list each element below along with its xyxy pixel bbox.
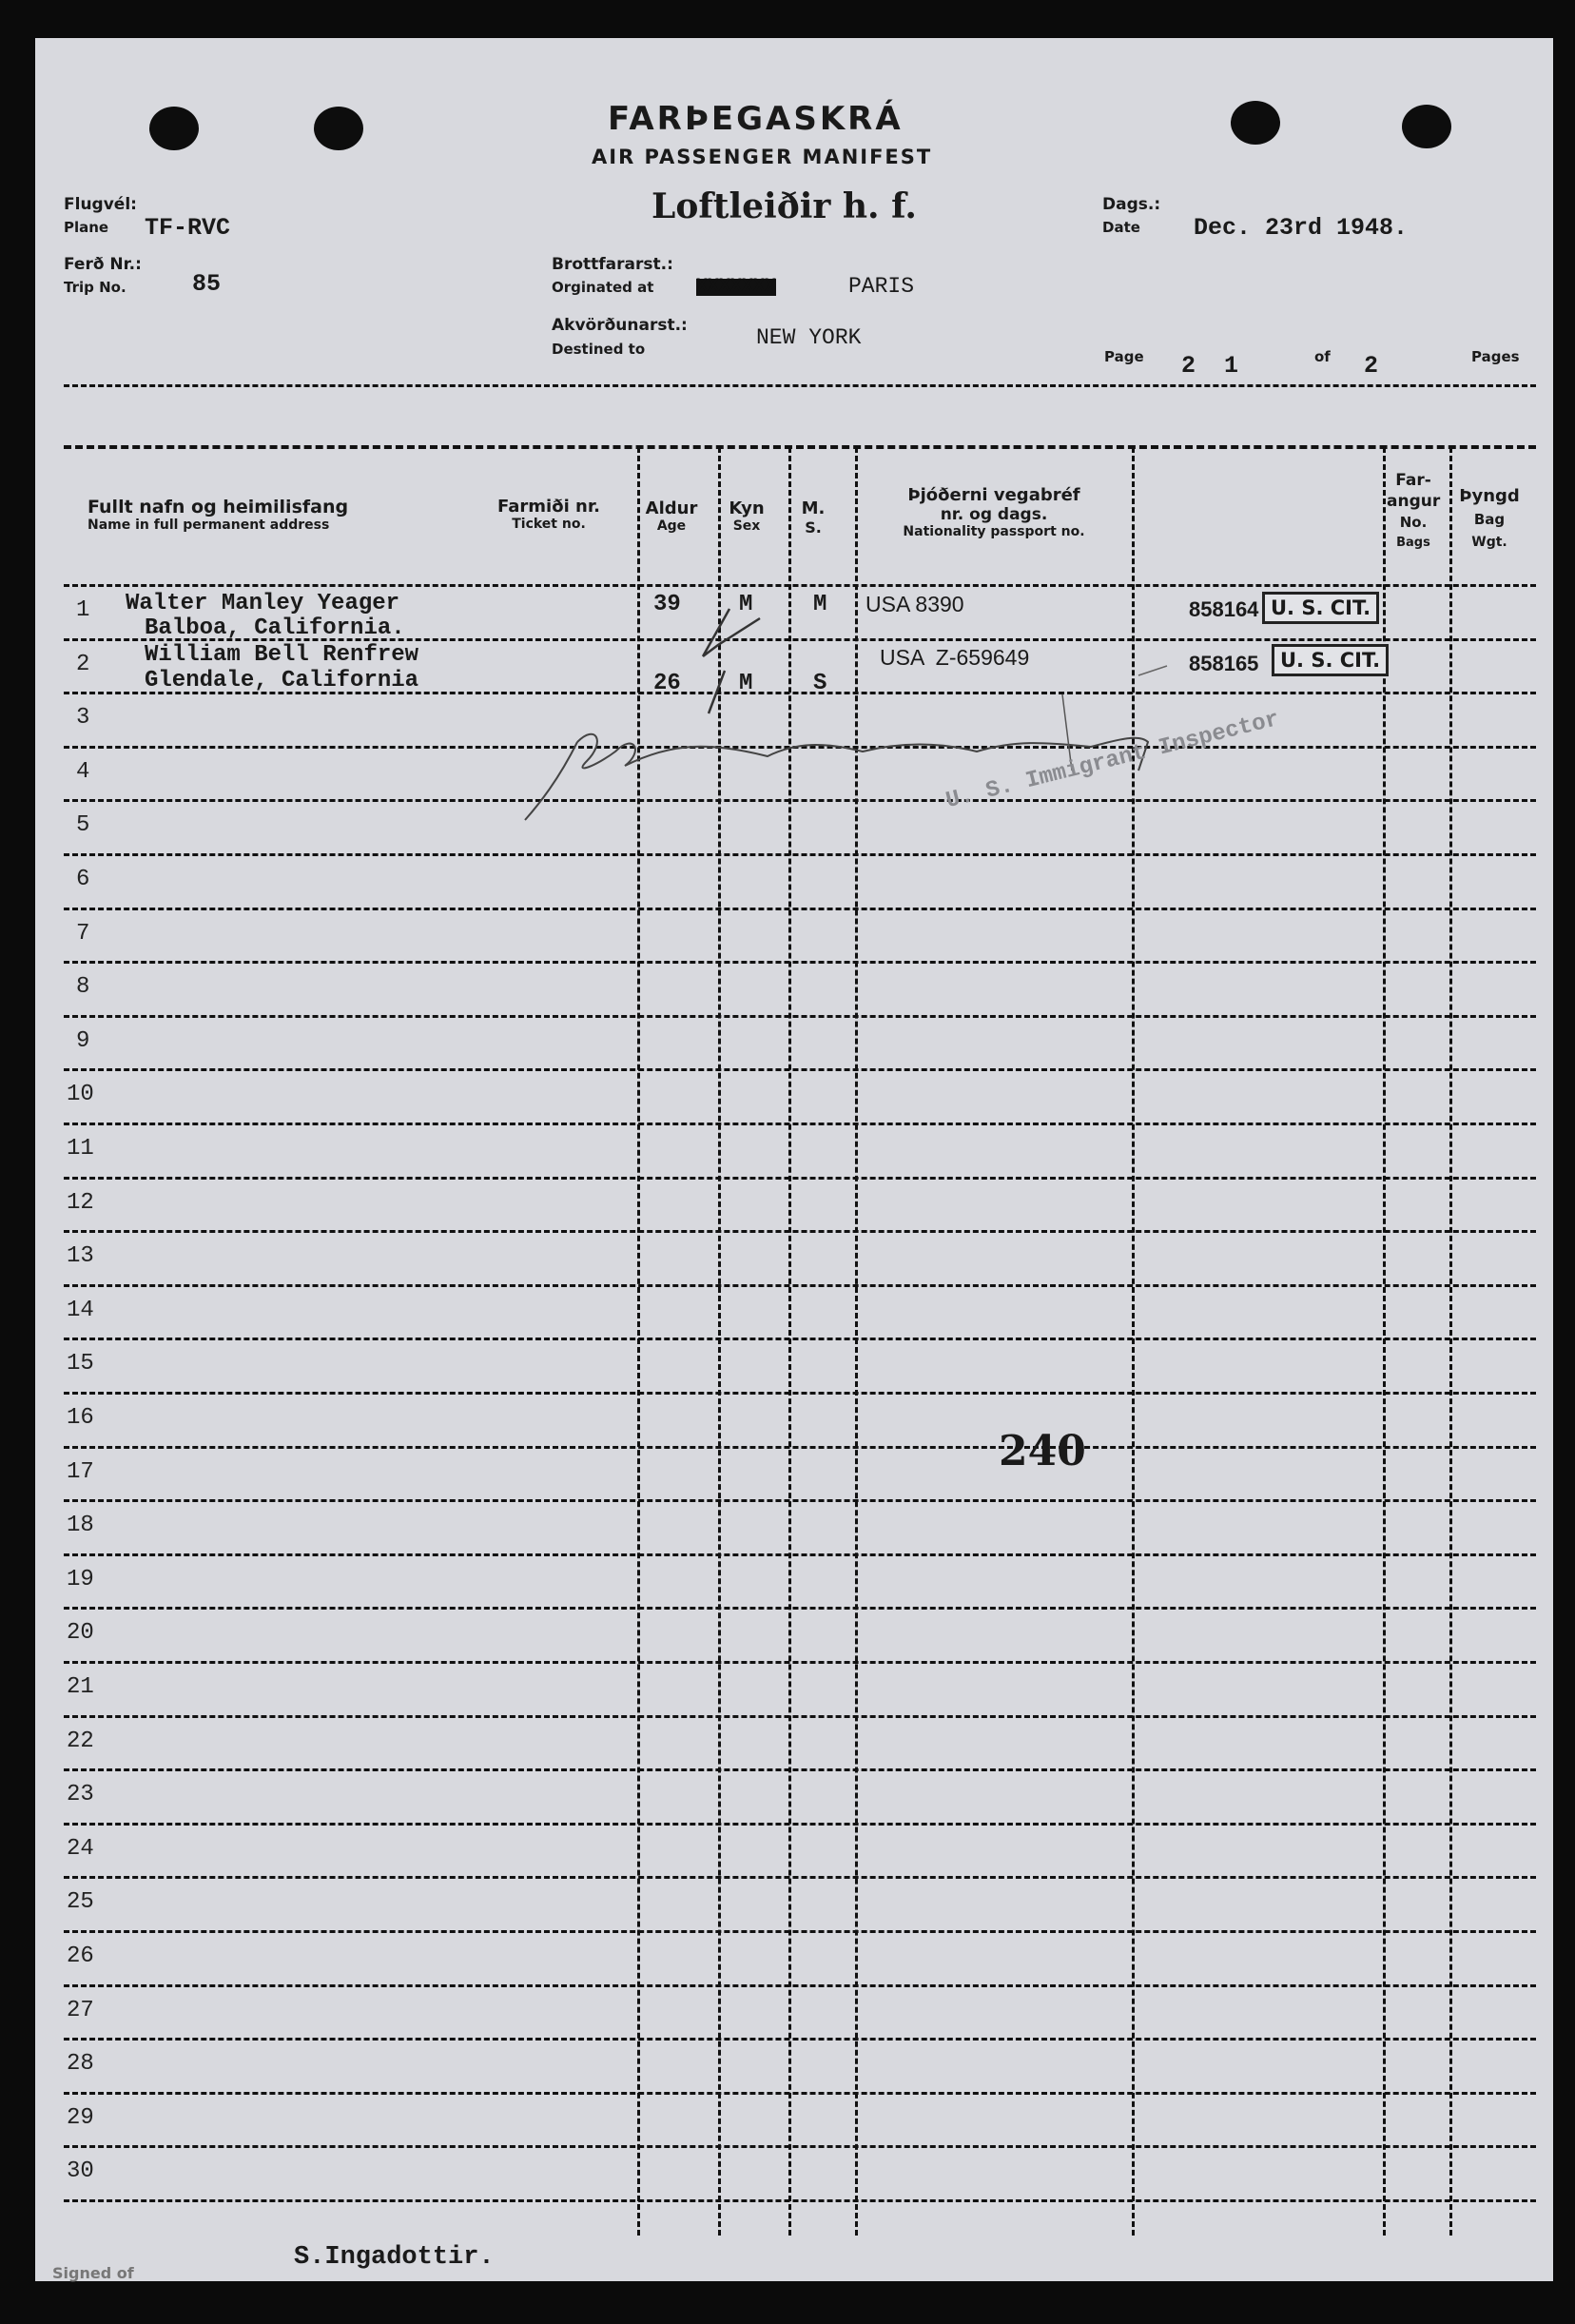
- row-number: 11: [67, 1136, 94, 1162]
- row-number: 27: [67, 1997, 94, 2023]
- row-number: 15: [67, 1351, 94, 1377]
- page-value: 2: [1181, 352, 1196, 380]
- origin-value: PARIS: [848, 274, 915, 299]
- page-label: Page: [1104, 348, 1144, 365]
- col-ticket-header: Farmiði nr. Ticket no.: [497, 497, 600, 532]
- row-rule: [64, 1930, 1536, 1933]
- row-number: 20: [67, 1620, 94, 1647]
- of-label: of: [1314, 348, 1331, 365]
- date-label-en: Date: [1102, 219, 1140, 236]
- signature-name: S.Ingadottir.: [294, 2243, 495, 2272]
- row-number: 5: [76, 812, 90, 839]
- row-rule: [64, 1876, 1536, 1879]
- page-number-stamp: 240: [999, 1427, 1086, 1475]
- origin-redacted: XXXXXXX: [696, 276, 777, 298]
- title-icelandic: FARÞEGASKRÁ: [608, 100, 904, 138]
- row-rule: [64, 1823, 1536, 1826]
- title-english: AIR PASSENGER MANIFEST: [592, 146, 933, 168]
- passenger-1-ms: M: [813, 592, 827, 617]
- row-number: 12: [67, 1189, 94, 1216]
- punch-hole-2: [314, 107, 363, 150]
- row-rule: [64, 961, 1536, 964]
- row-number: 8: [76, 974, 90, 1001]
- passenger-2-sex: M: [739, 671, 753, 696]
- row-number: 25: [67, 1889, 94, 1916]
- row-rule: [64, 1338, 1536, 1340]
- handwritten-signature: [482, 599, 1205, 837]
- punch-hole-4: [1402, 105, 1451, 148]
- immigrant-inspector-stamp: U. S. Immigrant Inspector: [943, 706, 1282, 815]
- row-number: 3: [76, 705, 90, 732]
- col-age-header: Aldur Age: [645, 498, 698, 534]
- row-rule: [64, 1177, 1536, 1180]
- passenger-2-passport: USA Z-659649: [880, 645, 1030, 670]
- row-rule: [64, 1607, 1536, 1610]
- trip-value: 85: [192, 270, 222, 298]
- row-number: 13: [67, 1243, 94, 1270]
- row-rule: [64, 2199, 1536, 2202]
- header-bottom-rule: [64, 584, 1536, 587]
- signed-label: Signed of: [52, 2264, 134, 2282]
- passenger-1-age: 39: [653, 592, 681, 617]
- row-number: 7: [76, 920, 90, 947]
- row-number: 17: [67, 1458, 94, 1485]
- row-number: 10: [67, 1082, 94, 1108]
- row-rule: [64, 1715, 1536, 1718]
- row-rule: [64, 1984, 1536, 1987]
- passenger-1-ticket: 858164: [1189, 597, 1259, 621]
- row-number: 4: [76, 758, 90, 785]
- row-number: 23: [67, 1782, 94, 1808]
- punch-hole-1: [149, 107, 199, 150]
- col-weight-header: Þyngd Bag Wgt.: [1459, 486, 1520, 550]
- row-rule: [64, 2145, 1536, 2148]
- row-number: 1: [76, 597, 90, 623]
- row-number: 16: [67, 1405, 94, 1431]
- passenger-2-ticket: 858165: [1189, 652, 1259, 675]
- row-number: 19: [67, 1566, 94, 1592]
- dest-label-is: Akvörðunarst.:: [552, 316, 688, 335]
- col-divider-6: [1383, 447, 1386, 2236]
- col-nationality-header: Þjóðerni vegabréf nr. og dags. Nationality passport no.: [903, 485, 1085, 539]
- row-number: 29: [67, 2104, 94, 2131]
- plane-label-is: Flugvél:: [64, 195, 137, 214]
- passenger-1-sex: M: [739, 592, 753, 617]
- col-divider-7: [1449, 447, 1452, 2236]
- row-number: 18: [67, 1513, 94, 1539]
- dest-value: NEW YORK: [756, 325, 862, 350]
- row-rule: [64, 1446, 1536, 1449]
- date-value: Dec. 23rd 1948.: [1194, 214, 1409, 242]
- col-name-header: Fullt nafn og heimilisfang Name in full permanent address: [88, 497, 349, 533]
- row-rule: [64, 1661, 1536, 1664]
- row-number: 9: [76, 1027, 90, 1054]
- row-rule: [64, 1015, 1536, 1018]
- row-rule: [64, 853, 1536, 856]
- row-number: 22: [67, 1728, 94, 1754]
- row-rule: [64, 1284, 1536, 1287]
- col-sex-header: Kyn Sex: [729, 498, 765, 534]
- passenger-2-age: 26: [653, 671, 681, 696]
- header-rule-1: [64, 384, 1536, 387]
- passenger-2-ms: S: [813, 671, 827, 696]
- trip-label-en: Trip No.: [64, 279, 126, 296]
- row-number: 24: [67, 1835, 94, 1862]
- row-number: 28: [67, 2051, 94, 2078]
- table-top-rule: [64, 445, 1536, 449]
- row-rule: [64, 908, 1536, 910]
- origin-label-is: Brottfararst.:: [552, 255, 673, 274]
- row-rule: [64, 1230, 1536, 1233]
- passenger-1-name: Walter Manley Yeager: [126, 591, 400, 616]
- date-label-is: Dags.:: [1102, 195, 1161, 214]
- row-rule: [64, 1553, 1536, 1556]
- origin-label-en: Orginated at: [552, 279, 654, 296]
- row-number: 6: [76, 867, 90, 892]
- punch-hole-3: [1231, 101, 1280, 145]
- col-ms-header: M. S.: [801, 498, 826, 537]
- passenger-1-citizen-stamp: U. S. CIT.: [1262, 592, 1379, 624]
- row-rule: [64, 1392, 1536, 1395]
- row-rule: [64, 2038, 1536, 2041]
- passenger-2-address: Glendale, California: [145, 668, 419, 693]
- dest-label-en: Destined to: [552, 341, 646, 358]
- row-number: 30: [67, 2158, 94, 2185]
- row-number: 26: [67, 1943, 94, 1969]
- plane-value: TF-RVC: [145, 214, 231, 242]
- row-number: 14: [67, 1297, 94, 1323]
- passenger-2-citizen-stamp: U. S. CIT.: [1272, 644, 1389, 676]
- pages-label: Pages: [1471, 348, 1520, 365]
- passenger-1-address: Balboa, California.: [145, 615, 405, 641]
- row-rule: [64, 2092, 1536, 2095]
- passenger-2-name: William Bell Renfrew: [145, 642, 419, 668]
- row-number: 21: [67, 1674, 94, 1700]
- row-rule: [64, 1768, 1536, 1771]
- airline-name: Loftleiðir h. f.: [651, 186, 917, 226]
- row-rule: [64, 1499, 1536, 1502]
- passenger-1-passport: USA 8390: [865, 592, 964, 616]
- manifest-sheet: [35, 38, 1553, 2281]
- row-rule: [64, 1123, 1536, 1125]
- plane-label-en: Plane: [64, 219, 109, 236]
- page-value-overtyped: 1: [1224, 352, 1239, 380]
- col-bags-header: Far- angur No. Bags: [1387, 471, 1441, 550]
- row-rule: [64, 1068, 1536, 1071]
- row-number: 2: [76, 651, 90, 677]
- of-value: 2: [1364, 352, 1379, 380]
- trip-label-is: Ferð Nr.:: [64, 255, 142, 274]
